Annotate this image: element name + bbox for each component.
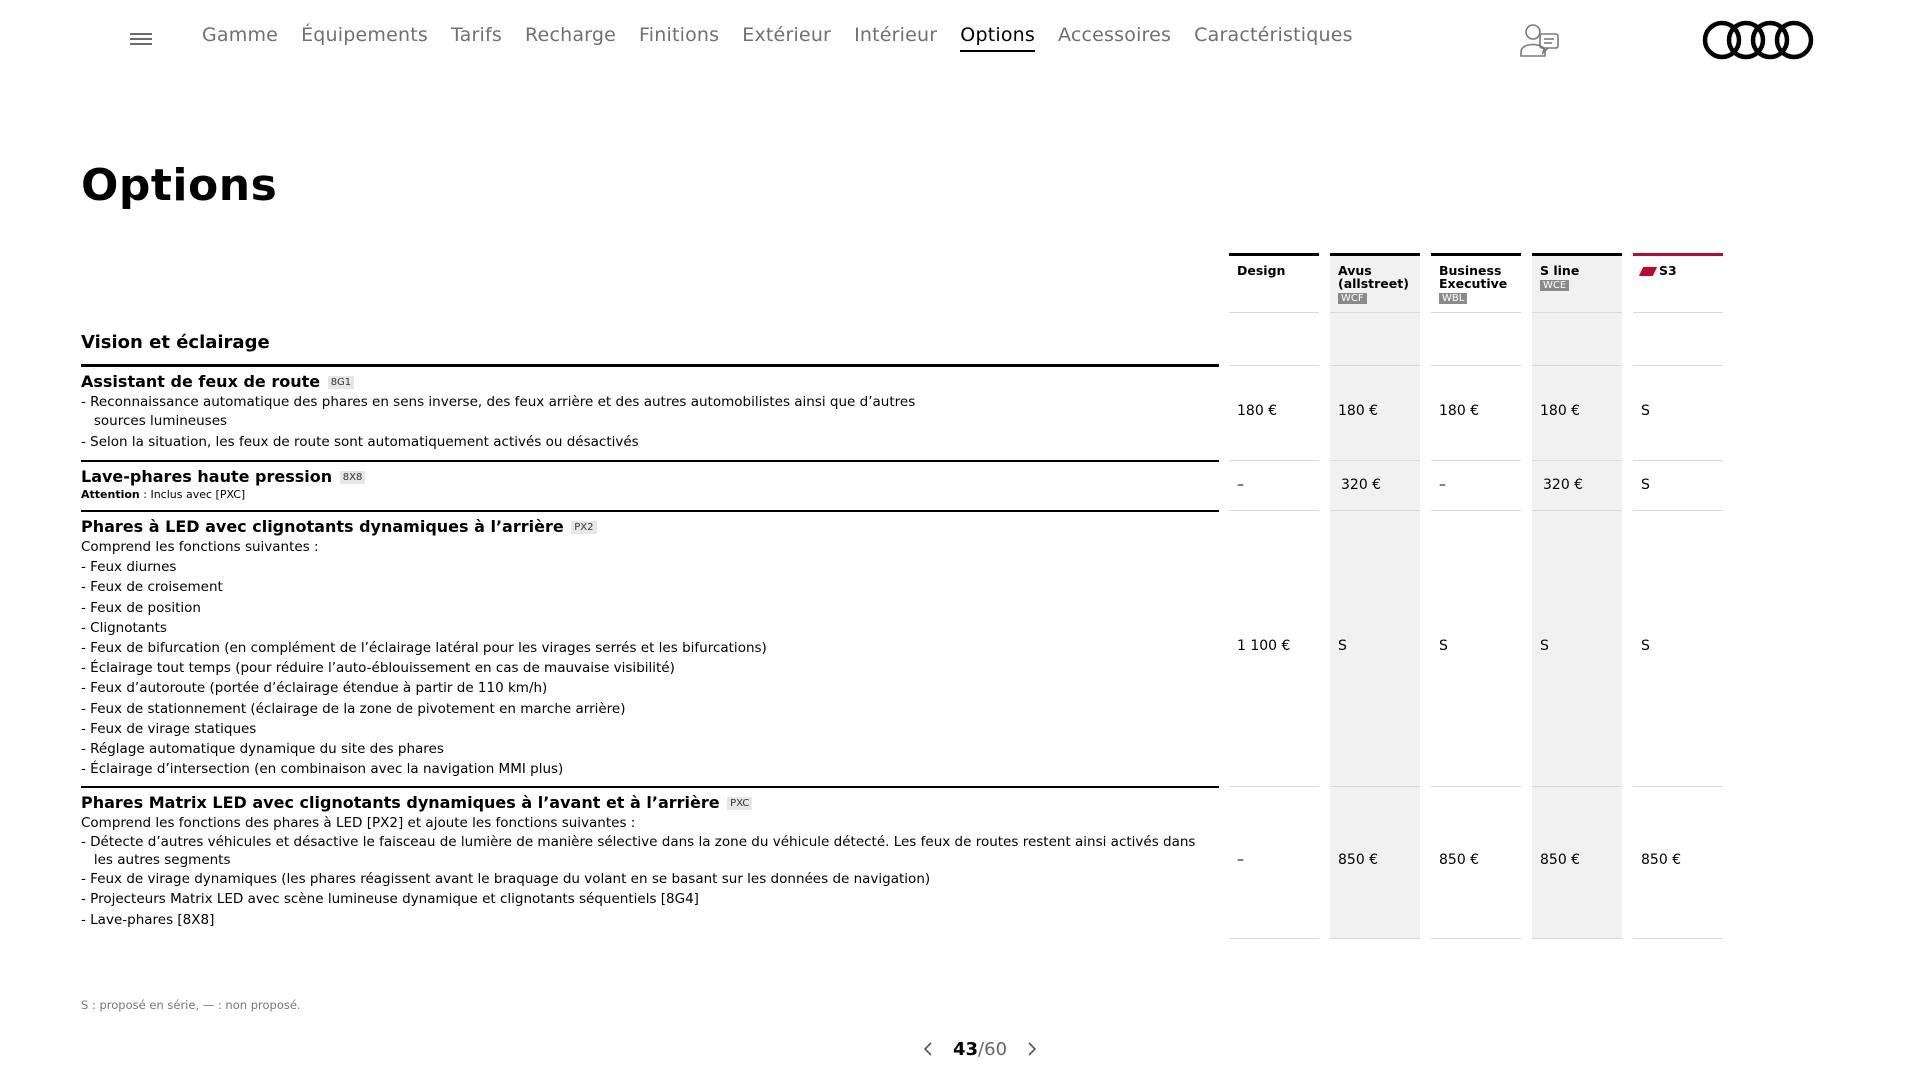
footnote: S : proposé en série, — : non proposé. xyxy=(81,998,301,1012)
price-cell: 1 100 € xyxy=(1237,638,1291,654)
option-code-badge: PXC xyxy=(727,797,752,810)
price-cell: 320 € xyxy=(1341,477,1382,493)
trim-code-badge: WCF xyxy=(1338,293,1367,304)
option-description-line: les autres segments xyxy=(81,852,231,869)
column-header-business-executive xyxy=(1431,253,1521,313)
nav-item-finitions[interactable]: Finitions xyxy=(639,24,720,46)
option-description-line: sources lumineuses xyxy=(81,413,228,429)
column-band-avus xyxy=(1330,253,1420,938)
column-header-s3 xyxy=(1633,253,1723,313)
price-cell: – xyxy=(1237,852,1244,868)
option-code-badge: 8G1 xyxy=(328,376,354,389)
section-title: Vision et éclairage xyxy=(81,332,270,353)
option-description-line: - Éclairage d’intersection (en combinaison avec la navigation MMI plus) xyxy=(81,761,564,778)
column-header-sline xyxy=(1532,253,1622,313)
column-band-sline xyxy=(1532,253,1622,938)
option-description-line: - Réglage automatique dynamique du site des phares xyxy=(81,741,444,758)
price-cell: 850 € xyxy=(1338,852,1379,868)
option-title: Assistant de feux de route 8G1 xyxy=(81,372,1219,392)
price-cell: – xyxy=(1237,477,1244,493)
option-row xyxy=(81,517,1219,779)
nav-item-gamme[interactable]: Gamme xyxy=(202,24,279,46)
price-cell: S xyxy=(1641,477,1650,493)
price-cell: 320 € xyxy=(1543,477,1584,493)
option-row xyxy=(81,793,1219,930)
option-description-line: - Reconnaissance automatique des phares en sens inverse, des feux arrière et des autres automobilistes ainsi que d’autres xyxy=(81,394,916,410)
top-navigation xyxy=(0,0,1920,78)
price-cell: S xyxy=(1641,638,1650,654)
nav-item-recharge[interactable]: Recharge xyxy=(525,24,616,46)
trim-code-badge: WCE xyxy=(1540,280,1569,291)
option-row xyxy=(81,467,1219,502)
nav-item-equipements[interactable]: Équipements xyxy=(301,24,429,46)
nav-items xyxy=(202,24,1376,52)
option-description-line: - Selon la situation, les feux de route sont automatiquement activés ou désactivés xyxy=(81,434,639,450)
option-description-line: Comprend les fonctions des phares à LED [PX2] et ajoute les fonctions suivantes : xyxy=(81,815,636,831)
total-pages: /60 xyxy=(978,1038,1008,1060)
option-description-line: - Feux de virage dynamiques (les phares réagissent avant le braquage du volant en se basant sur les données de navigation) xyxy=(81,871,931,888)
nav-item-caracteristiques[interactable]: Caractéristiques xyxy=(1194,24,1353,46)
nav-item-options[interactable]: Options xyxy=(960,24,1035,52)
hamburger-menu-icon[interactable] xyxy=(130,33,152,47)
price-cell: 850 € xyxy=(1641,852,1682,868)
option-description-line: - Détecte d’autres véhicules et désactive le faisceau de lumière de manière sélective dans la zone du véhicule détecté. Les feux de routes restent ainsi activés dans xyxy=(81,834,1196,851)
option-description-line: - Feux de virage statiques xyxy=(81,720,257,737)
option-row xyxy=(81,372,1219,453)
option-description-line: - Feux diurnes xyxy=(81,559,177,576)
column-name: Design xyxy=(1237,263,1286,278)
nav-item-accessoires[interactable]: Accessoires xyxy=(1058,24,1172,46)
nav-item-exterieur[interactable]: Extérieur xyxy=(742,24,832,46)
option-description-line: Comprend les fonctions suivantes : xyxy=(81,539,319,555)
audi-rings-logo[interactable] xyxy=(1700,18,1818,62)
page-title: Options xyxy=(81,160,278,211)
option-description-line: - Éclairage tout temps (pour réduire l’auto-éblouissement en cas de mauvaise visibilité) xyxy=(81,660,675,677)
option-note: Attention : Inclus avec [PXC] xyxy=(81,488,246,501)
price-cell: S xyxy=(1641,403,1650,419)
option-title: Phares à LED avec clignotants dynamiques à l’arrière PX2 xyxy=(81,517,1219,537)
column-name: S line xyxy=(1540,263,1580,278)
price-cell: 180 € xyxy=(1338,403,1379,419)
price-cell: 850 € xyxy=(1540,852,1581,868)
option-code-badge: 8X8 xyxy=(340,471,366,484)
price-cell: – xyxy=(1439,477,1446,493)
price-cell: 180 € xyxy=(1540,403,1581,419)
option-description-line: - Feux de croisement xyxy=(81,579,223,596)
option-description-line: - Clignotants xyxy=(81,619,167,636)
chevron-left-icon[interactable] xyxy=(919,1039,939,1059)
price-cell: S xyxy=(1338,638,1347,654)
option-title: Lave-phares haute pression 8X8 xyxy=(81,467,1219,487)
s-badge-icon xyxy=(1639,267,1657,276)
trim-code-badge: WBL xyxy=(1439,293,1467,304)
option-description-line: - Feux d’autoroute (portée d’éclairage étendue à partir de 110 km/h) xyxy=(81,680,548,697)
column-header-design xyxy=(1229,253,1319,313)
price-cell: S xyxy=(1540,638,1549,654)
option-code-badge: PX2 xyxy=(571,521,596,534)
price-cell: 180 € xyxy=(1237,403,1278,419)
row-divider xyxy=(81,510,1219,512)
price-cell: S xyxy=(1439,638,1448,654)
price-cell: 850 € xyxy=(1439,852,1480,868)
row-divider xyxy=(81,786,1219,788)
option-description-line: - Projecteurs Matrix LED avec scène lumineuse dynamique et clignotants séquentiels [8G4] xyxy=(81,891,699,908)
column-name: Business Executive xyxy=(1439,263,1508,291)
price-cell: 180 € xyxy=(1439,403,1480,419)
option-description-line: - Lave-phares [8X8] xyxy=(81,911,215,928)
option-description-line: - Feux de position xyxy=(81,599,201,616)
contact-advisor-icon[interactable] xyxy=(1516,18,1564,62)
pagination xyxy=(900,1036,1060,1062)
option-description-line: - Feux de bifurcation (en complément de l’éclairage latéral pour les virages serrés et les bifurcations) xyxy=(81,640,767,657)
nav-item-tarifs[interactable]: Tarifs xyxy=(451,24,502,46)
option-description-line: - Feux de stationnement (éclairage de la zone de pivotement en marche arrière) xyxy=(81,700,626,717)
column-name: S3 xyxy=(1659,263,1677,278)
current-page: 43 xyxy=(952,1038,979,1060)
column-name: Avus (allstreet) xyxy=(1338,263,1409,291)
row-divider xyxy=(81,460,1219,462)
nav-item-interieur[interactable]: Intérieur xyxy=(854,24,938,46)
column-header-avus xyxy=(1330,253,1420,313)
chevron-right-icon[interactable] xyxy=(1021,1039,1041,1059)
option-title: Phares Matrix LED avec clignotants dynamiques à l’avant et à l’arrière PXC xyxy=(81,793,1219,813)
page-indicator xyxy=(953,1039,1007,1060)
section-divider xyxy=(81,364,1219,367)
